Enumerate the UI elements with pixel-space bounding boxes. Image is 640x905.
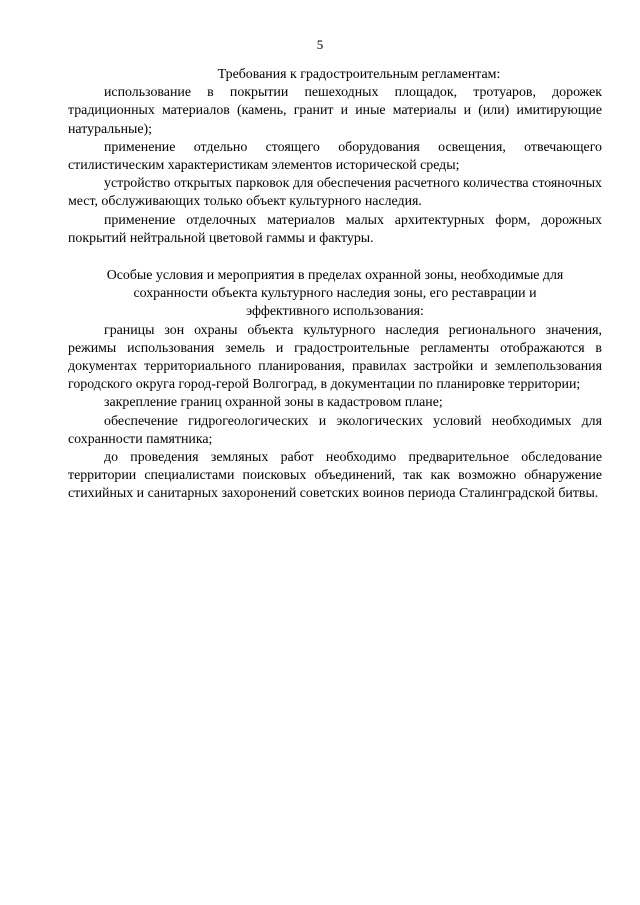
requirement-paragraph: устройство открытых парковок для обеспечения расчетного количества стояночных мест, обслуживающих только объект культурного наследия. (68, 176, 602, 210)
condition-paragraph: обеспечение гидрогеологических и экологических условий необходимых для сохранности памятника; (68, 413, 602, 447)
section-heading-requirements: Требования к градостроительным регламентам: (217, 67, 501, 82)
requirement-paragraph: применение отдельно стоящего оборудования освещения, отвечающего стилистическим характеристикам элементов исторической среды; (68, 139, 602, 174)
section-heading-conditions-line: эффективного использования: (246, 304, 424, 320)
condition-paragraph: закрепление границ охранной зоны в кадастровом плане; (104, 395, 443, 411)
page-number: 5 (316, 37, 324, 52)
condition-paragraph: до проведения земляных работ необходимо предварительное обследование территории специалистами поисковых объединений, так как возможно обнаружение стихийных и санитарных захоронений советских воинов периода Сталинградской битвы. (68, 450, 602, 502)
document-body (68, 66, 602, 504)
condition-paragraph: границы зон охраны объекта культурного наследия регионального значения, режимы использования земель и градостроительные регламенты отображаются в документах территориального планирования, правилах застройки и землепользования городского округа город-герой Волгоград, в документации по планировке территории; (68, 322, 602, 393)
requirement-paragraph: использование в покрытии пешеходных площадок, тротуаров, дорожек традиционных материалов (камень, гранит и иные материалы и (или) имитирующие натуральные); (68, 85, 602, 137)
section-heading-conditions-line: Особые условия и мероприятия в пределах охранной зоны, необходимые для (106, 268, 564, 284)
requirement-paragraph: применение отделочных материалов малых архитектурных форм, дорожных покрытий нейтральной цветовой гаммы и фактуры. (68, 212, 602, 246)
section-heading-conditions-line: сохранности объекта культурного наследия зоны, его реставрации и (133, 286, 537, 302)
section-spacer (68, 248, 602, 267)
